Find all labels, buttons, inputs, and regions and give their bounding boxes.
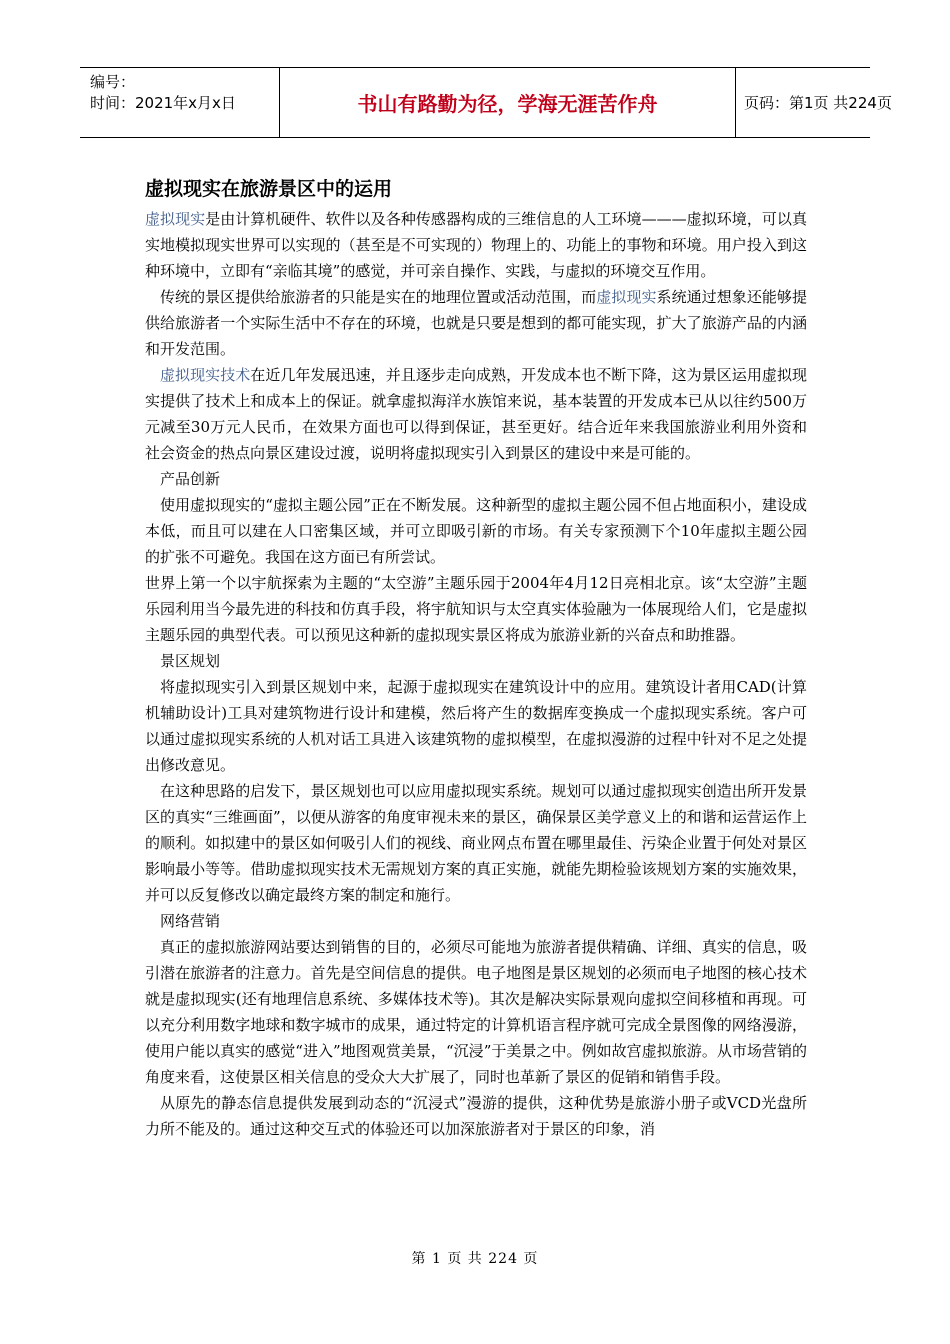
section-heading: 网络营销 [160, 912, 221, 930]
document-header [80, 67, 892, 138]
document-title: 虚拟现实在旅游景区中的运用 [145, 178, 393, 200]
link-virtual-reality[interactable]: 虚拟现实 [145, 210, 206, 228]
paragraph-text: 是由计算机硬件、软件以及各种传感器构成的三维信息的人工环境———虚拟环境，可以真实地模拟现实世界可以实现的（甚至是不可实现的）物理上的、功能上的事物和环境。用户投入到这种环境中，立即有“亲临其境”的感觉，并可亲自操作、实践，与虚拟的环境交互作用。 [145, 210, 807, 280]
paragraph-text: 在近几年发展迅速，并且逐步走向成熟，开发成本也不断下降，这为景区运用虚拟现实提供了技术上和成本上的保证。就拿虚拟海洋水族馆来说，基本装置的开发成本已从以往约500万元减至30万元人民币，在效果方面也可以得到保证，甚至更好。结合近年来我国旅游业利用外资和社会资金的热点向景区建设过渡，说明将虚拟现实引入到景区的建设中来是可能的。 [145, 366, 807, 462]
paragraph: 真正的虚拟旅游网站要达到销售的目的，必须尽可能地为旅游者提供精确、详细、真实的信息，吸引潜在旅游者的注意力。首先是空间信息的提供。电子地图是景区规划的必须而电子地图的核心技术就是虚拟现实(还有地理信息系统、多媒体技术等)。其次是解决实际景观向虚拟空间移植和再现。可以充分利用数字地球和数字城市的成果，通过特定的计算机语言程序就可完成全景图像的网络漫游，使用户能以真实的感觉“进入”地图观赏美景，“沉浸”于美景之中。例如故宫虚拟旅游。从市场营销的角度来看，这使景区相关信息的受众大大扩展了，同时也革新了景区的促销和销售手段。 [145, 938, 807, 1086]
paragraph-text: 传统的景区提供给旅游者的只能是实在的地理位置或活动范围，而 [160, 288, 597, 306]
link-virtual-reality[interactable]: 虚拟现实 [596, 288, 657, 306]
paragraph: 在这种思路的启发下，景区规划也可以应用虚拟现实系统。规划可以通过虚拟现实创造出所开发景区的真实“三维画面”，以便从游客的角度审视未来的景区，确保景区美学意义上的和谐和运营运作上的顺利。如拟建中的景区如何吸引人们的视线、商业网点布置在哪里最佳、污染企业置于何处对景区影响最小等等。借助虚拟现实技术无需规划方案的真正实施，就能先期检验该规划方案的实施效果，并可以反复修改以确定最终方案的制定和施行。 [145, 782, 807, 904]
section-heading: 产品创新 [160, 470, 221, 488]
section-heading: 景区规划 [160, 652, 221, 670]
paragraph-text: 系统通过想象还能够提供给旅游者一个实际生活中不存在的环境，也就是只要是想到的都可能实现，扩大了旅游产品的内涵和开发范围。 [145, 288, 807, 358]
paragraph [145, 284, 807, 362]
paragraph: 从原先的静态信息提供发展到动态的“沉浸式”漫游的提供，这种优势是旅游小册子或VCD光盘所力所不能及的。通过这种交互式的体验还可以加深旅游者对于景区的印象，消 [145, 1094, 807, 1138]
paragraph: 使用虚拟现实的“虚拟主题公园”正在不断发展。这种新型的虚拟主题公园不但占地面积小，建设成本低，而且可以建在人口密集区域，并可立即吸引新的市场。有关专家预测下个10年虚拟主题公园的扩张不可避免。我国在这方面已有所尝试。 [145, 496, 807, 566]
header-page-info: 页码：第1页 共224页 [744, 94, 892, 112]
number-label: 编号： [90, 73, 136, 91]
paragraph: 将虚拟现实引入到景区规划中来，起源于虚拟现实在建筑设计中的应用。建筑设计者用CAD(计算机辅助设计)工具对建筑物进行设计和建模，然后将产生的数据库变换成一个虚拟现实系统。客户可以通过虚拟现实系统的人机对话工具进入该建筑物的虚拟模型，在虚拟漫游的过程中针对不足之处提出修改意见。 [145, 678, 807, 774]
paragraph [145, 206, 807, 284]
document-body [145, 206, 807, 1142]
header-motto: 书山有路勤为径，学海无涯苦作舟 [280, 68, 736, 137]
link-vr-technology[interactable]: 虚拟现实技术 [160, 366, 251, 384]
page-footer: 第 1 页 共 224 页 [411, 1251, 539, 1267]
paragraph: 世界上第一个以宇航探索为主题的“太空游”主题乐园于2004年4月12日亮相北京。该“太空游”主题乐园利用当今最先进的科技和仿真手段，将宇航知识与太空真实体验融为一体展现给人们，它是虚拟主题乐园的典型代表。可以预见这种新的虚拟现实景区将成为旅游业新的兴奋点和助推器。 [145, 574, 807, 644]
paragraph [145, 362, 807, 466]
header-meta [80, 68, 280, 137]
time-label: 时间：2021年x月x日 [90, 94, 236, 112]
